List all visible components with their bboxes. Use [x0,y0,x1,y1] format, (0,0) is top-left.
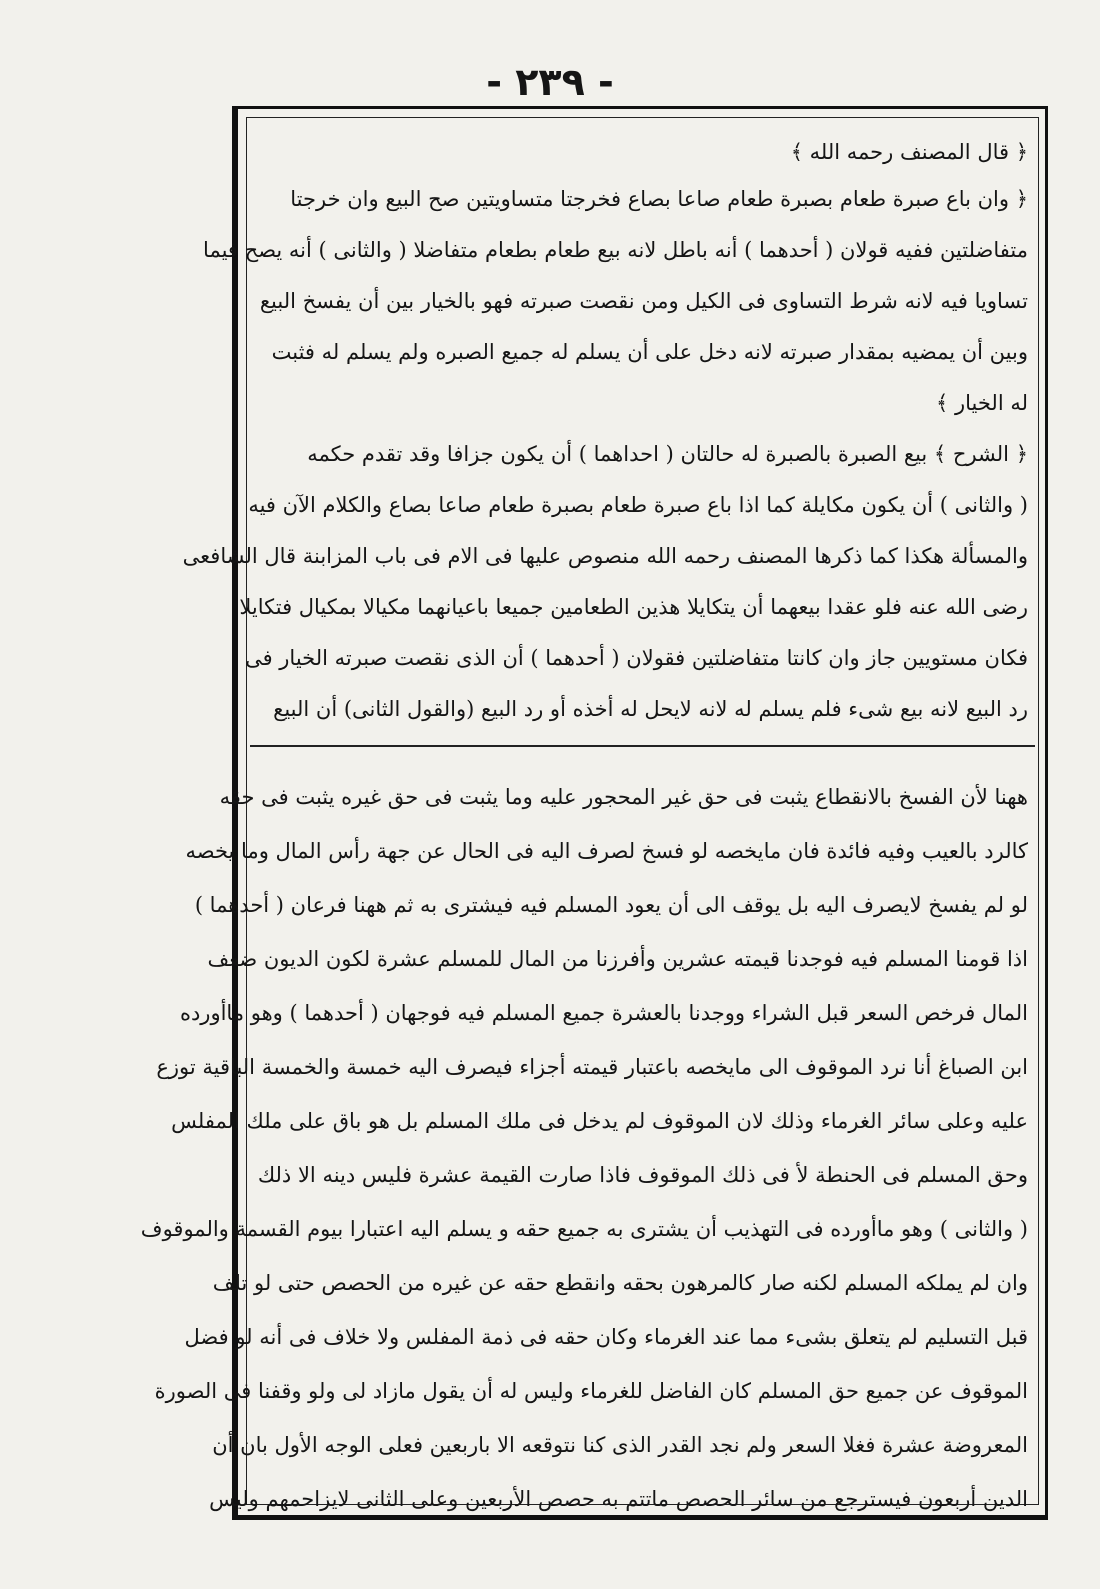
text-line: عليه وعلى سائر الغرماء وذلك لان الموقوف لم يدخل فى ملك المسلم بل هو باق على ملك المفلس [171,1109,1028,1133]
text-line: فكان مستويين جاز وان كانتا متفاضلتين فقولان ( أحدهما ) أن الذى نقصت صبرته الخيار فى [245,646,1028,670]
upper-section [182,130,1028,735]
text-line: المعروضة عشرة فغلا السعر ولم نجد القدر الذى كنا نتوقعه الا باربعين فعلى الوجه الأول بان أن [212,1433,1028,1457]
text-line: ( والثانى ) أن يكون مكايلة كما اذا باع صبرة طعام بصبرة طعام صاعا بصاع والكلام الآن فيه [248,493,1028,517]
text-line: ابن الصباغ أنا نرد الموقوف الى مايخصه باعتبار قيمته أجزاء فيصرف اليه خمسة والخمسة الباقية توزع [156,1055,1028,1079]
text-line: رضى الله عنه فلو عقدا بيعهما أن يتكايلا هذين الطعامين جميعا باعيانهما مكيالا بمكيال فتكايلا [239,595,1028,619]
text-line: ههنا لأن الفسخ بالانقطاع يثبت فى حق غير المحجور عليه وما يثبت فى حق غيره يثبت فى حقه [219,785,1028,809]
text-line: كالرد بالعيب وفيه فائدة فان مايخصه لو فسخ لصرف اليه فى الحال عن جهة رأس المال وما يخصه [185,839,1028,863]
text-line: ﴿ الشرح ﴾ بيع الصبرة بالصبرة له حالتان ( احداهما ) أن يكون جزافا وقد تقدم حكمه [307,442,1028,466]
text-line: لو لم يفسخ لايصرف اليه بل يوقف الى أن يعود المسلم فيه فيشترى به ثم ههنا فرعان ( أحدهما ) [194,893,1028,917]
text-line: وان لم يملكه المسلم لكنه صار كالمرهون بحقه وانقطع حقه عن غيره من الحصص حتى لو تلف [212,1271,1028,1295]
text-line: متفاضلتين ففيه قولان ( أحدهما ) أنه باطل لانه بيع طعام بطعام متفاضلا ( والثانى ) أنه يصح فيما [203,238,1028,262]
text-line: ( والثانى ) وهو ماأورده فى التهذيب أن يشترى به جميع حقه و يسلم اليه اعتبارا بيوم القسمة والموقوف [140,1217,1028,1241]
text-line: وبين أن يمضيه بمقدار صبرته لانه دخل على أن يسلم له جميع الصبره ولم يسلم له فثبت [271,340,1028,364]
text-line: وحق المسلم فى الحنطة لأ فى ذلك الموقوف فاذا صارت القيمة عشرة فليس دينه الا ذلك [257,1163,1028,1187]
text-line: الدين أربعون فيسترجع من سائر الحصص ماتتم به حصص الأربعين وعلى الثانى لايزاحمهم وليس [209,1487,1028,1511]
section-heading: ﴿ قال المصنف رحمه الله ﴾ [790,140,1028,164]
text-line: رد البيع لانه بيع شىء فلم يسلم له لانه لايحل له أخذه أو رد البيع (والقول الثانى) أن البيع [273,697,1028,721]
text-line: والمسألة هكذا كما ذكرها المصنف رحمه الله منصوص عليها فى الام فى باب المزابنة قال الشافعى [182,544,1028,568]
text-line: قبل التسليم لم يتعلق بشىء مما عند الغرماء وكان حقه فى ذمة المفلس ولا خلاف فى أنه لو فضل [184,1325,1028,1349]
text-line: اذا قومنا المسلم فيه فوجدنا قيمته عشرين وأفرزنا من المال للمسلم عشرة لكون الديون ضعف [207,947,1028,971]
text-line: الموقوف عن جميع حق المسلم كان الفاضل للغرماء وليس له أن يقول مازاد لى ولو وقفنا فى الصورة [154,1379,1028,1403]
text-line: له الخيار ﴾ [936,391,1028,415]
text-line: المال فرخص السعر قبل الشراء ووجدنا بالعشرة جميع المسلم فيه فوجهان ( أحدهما ) وهو ماأورده [179,1001,1028,1025]
text-line: تساويا فيه لانه شرط التساوى فى الكيل ومن نقصت صبرته فهو بالخيار بين أن يفسخ البيع [259,289,1028,313]
text-line: ﴿ وان باع صبرة طعام بصبرة طعام صاعا بصاع فخرجتا متساويتين صح البيع وان خرجتا [290,187,1028,211]
lower-section [140,770,1028,1526]
page-number: - ٢٣٩ - [486,60,614,104]
section-divider [250,745,1035,747]
